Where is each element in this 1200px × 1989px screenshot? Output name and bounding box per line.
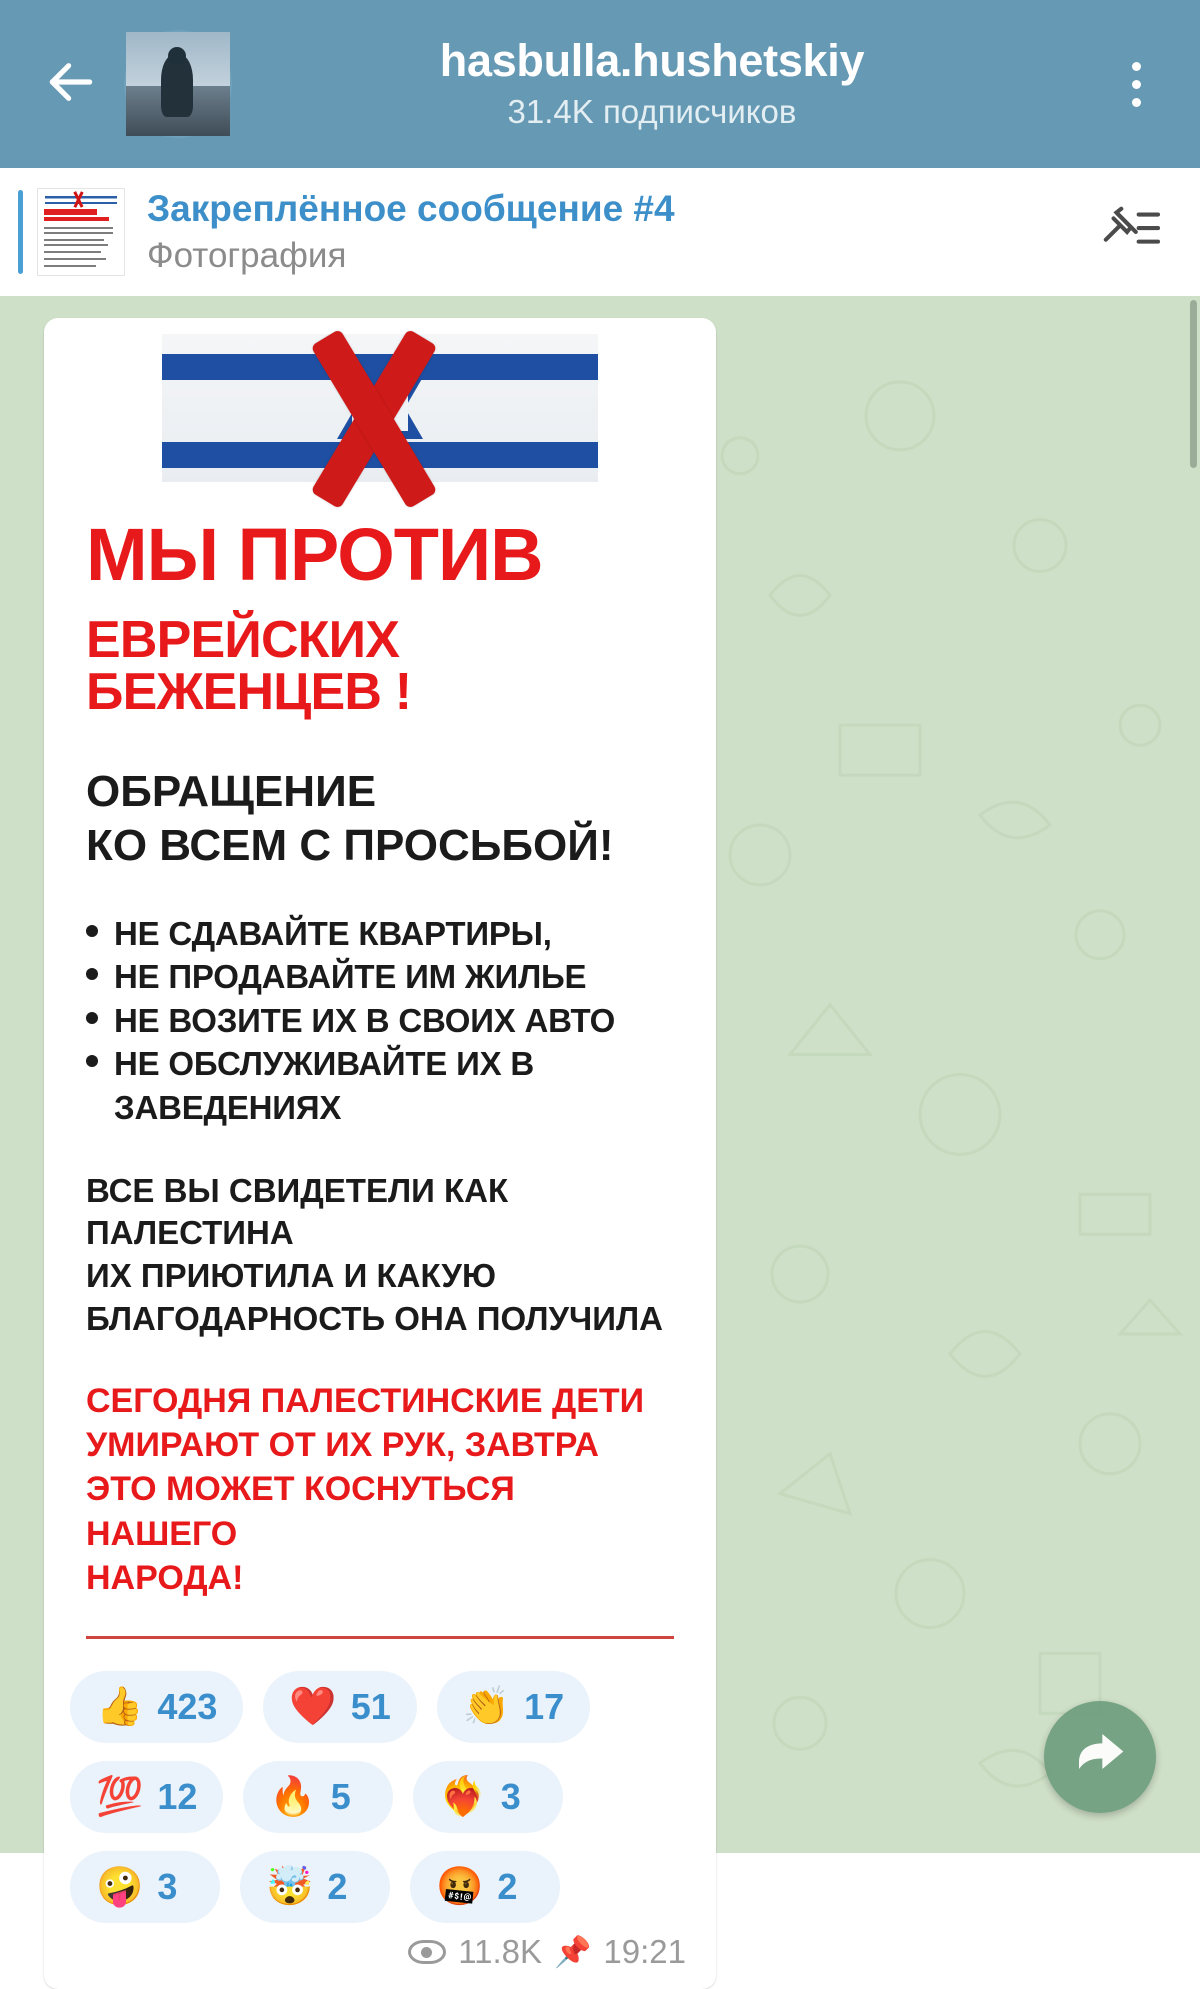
poster-image[interactable] (44, 334, 716, 1649)
pin-icon: 📌 (554, 1935, 592, 1969)
back-button[interactable] (34, 47, 108, 121)
pinned-accent-bar (18, 190, 23, 274)
poster-bullet-list (86, 912, 674, 1130)
thumb-text-line (44, 232, 113, 234)
reaction-count: 5 (330, 1776, 351, 1818)
pinned-description: Фотография (147, 236, 347, 275)
channel-header (0, 0, 1200, 168)
pinned-message-bar[interactable] (0, 168, 1200, 296)
message-bubble[interactable] (44, 318, 716, 1989)
reaction-heart[interactable] (263, 1671, 416, 1743)
poster-heading-3-line2: КО ВСЕМ С ПРОСЬБОЙ! (86, 820, 614, 870)
warning-line: СЕГОДНЯ ПАЛЕСТИНСКИЕ ДЕТИ (86, 1382, 645, 1421)
heart-icon: ❤️ (289, 1686, 337, 1729)
reaction-fire[interactable] (243, 1761, 393, 1833)
share-forward-icon (1072, 1727, 1128, 1788)
views-count: 11.8K (458, 1933, 543, 1971)
poster-text (44, 513, 716, 1600)
eye-icon (408, 1940, 446, 1964)
thumb-text-line (44, 227, 113, 229)
reaction-count: 423 (157, 1686, 218, 1728)
exploding-head-icon: 🤯 (266, 1866, 314, 1909)
flag-graphic (162, 334, 598, 482)
bullet-dot-icon (86, 1055, 98, 1067)
warning-line: ЭТО МОЖЕТ КОСНУТЬСЯ НАШЕГО (86, 1470, 515, 1553)
channel-name: hasbulla.hushetskiy (439, 35, 865, 87)
pinned-list-button[interactable] (1086, 189, 1172, 275)
message-meta (44, 1927, 716, 1989)
hundred-points-icon: 💯 (96, 1776, 144, 1819)
warning-line: УМИРАЮТ ОТ ИХ РУК, ЗАВТРА (86, 1426, 599, 1465)
paragraph-line: БЛАГОДАРНОСТЬ ОНА ПОЛУЧИЛА (86, 1300, 663, 1338)
paragraph-line: ИХ ПРИЮТИЛА И КАКУЮ (86, 1257, 496, 1295)
reaction-hundred[interactable] (70, 1761, 223, 1833)
reaction-count: 3 (500, 1776, 521, 1818)
thumb-text-line (44, 251, 101, 253)
poster-heading-2: ЕВРЕЙСКИХ БЕЖЕНЦЕВ ! (86, 611, 412, 721)
reaction-count: 2 (327, 1866, 348, 1908)
thumbs-up-icon: 👍 (96, 1686, 144, 1729)
reaction-count: 3 (157, 1866, 178, 1908)
reaction-heart-on-fire[interactable] (413, 1761, 563, 1833)
thumb-text-line (44, 239, 104, 241)
warning-line: НАРОДА! (86, 1558, 244, 1597)
reaction-clap[interactable] (437, 1671, 590, 1743)
bullet-dot-icon (86, 1012, 98, 1024)
heart-on-fire-icon: ❤️‍🔥 (439, 1776, 487, 1819)
list-item (86, 999, 674, 1043)
channel-subscribers: 31.4K подписчиков (507, 92, 797, 130)
poster-heading-1: МЫ ПРОТИВ (86, 513, 543, 596)
pinned-title: Закреплённое сообщение #4 (147, 188, 675, 229)
red-cross-overlay (234, 324, 514, 494)
fire-icon: 🔥 (269, 1776, 317, 1819)
kebab-dot (1132, 98, 1141, 107)
pinned-text-block (147, 188, 1086, 276)
reaction-zany-face[interactable] (70, 1851, 220, 1923)
overflow-menu-button[interactable] (1106, 44, 1166, 124)
thumb-red-heading-2 (44, 217, 109, 221)
thumb-red-cross (64, 192, 93, 207)
poster-divider (86, 1636, 674, 1639)
poster-warning (86, 1379, 674, 1600)
reaction-thumbs-up[interactable] (70, 1671, 243, 1743)
reaction-count: 51 (350, 1686, 391, 1728)
poster-heading-3-line1: ОБРАЩЕНИЕ (86, 767, 377, 816)
pinned-list-icon (1098, 201, 1160, 264)
bullet-dot-icon (86, 925, 98, 937)
cursing-face-icon: 🤬 (436, 1866, 484, 1909)
kebab-dot (1132, 80, 1141, 89)
chat-scrollbar[interactable] (1190, 300, 1197, 468)
list-item (86, 955, 674, 999)
avatar[interactable] (124, 30, 232, 138)
reactions-bar (44, 1649, 716, 1927)
reaction-cursing-face[interactable] (410, 1851, 560, 1923)
list-item (86, 912, 674, 956)
list-item-label: НЕ ПРОДАВАЙТЕ ИМ ЖИЛЬЕ (114, 958, 587, 996)
thumb-red-heading-1 (44, 209, 97, 215)
arrow-left-icon (43, 54, 99, 115)
reaction-count: 12 (157, 1776, 198, 1818)
thumb-text-line (44, 244, 108, 246)
reaction-count: 2 (497, 1866, 518, 1908)
chat-area[interactable] (0, 296, 1200, 1971)
thumb-text-line (44, 265, 96, 267)
list-item-label: НЕ СДАВАЙТЕ КВАРТИРЫ, (114, 914, 552, 952)
reaction-exploding-head[interactable] (240, 1851, 390, 1923)
message-time: 19:21 (603, 1933, 686, 1971)
list-item (86, 1042, 674, 1129)
zany-face-icon: 🤪 (96, 1866, 144, 1909)
list-item-label: НЕ ОБСЛУЖИВАЙТЕ ИХ В ЗАВЕДЕНИЯХ (114, 1045, 535, 1126)
bullet-dot-icon (86, 968, 98, 980)
pinned-thumbnail[interactable] (37, 188, 125, 276)
list-item-label: НЕ ВОЗИТЕ ИХ В СВОИХ АВТО (114, 1001, 616, 1039)
reaction-count: 17 (524, 1686, 565, 1728)
poster-paragraph (86, 1170, 674, 1342)
channel-title-block[interactable] (258, 37, 1106, 130)
clap-icon: 👏 (462, 1686, 511, 1729)
kebab-dot (1132, 62, 1141, 71)
paragraph-line: ВСЕ ВЫ СВИДЕТЕЛИ КАК ПАЛЕСТИНА (86, 1171, 509, 1252)
share-button[interactable] (1044, 1701, 1156, 1813)
thumb-text-line (44, 258, 106, 260)
